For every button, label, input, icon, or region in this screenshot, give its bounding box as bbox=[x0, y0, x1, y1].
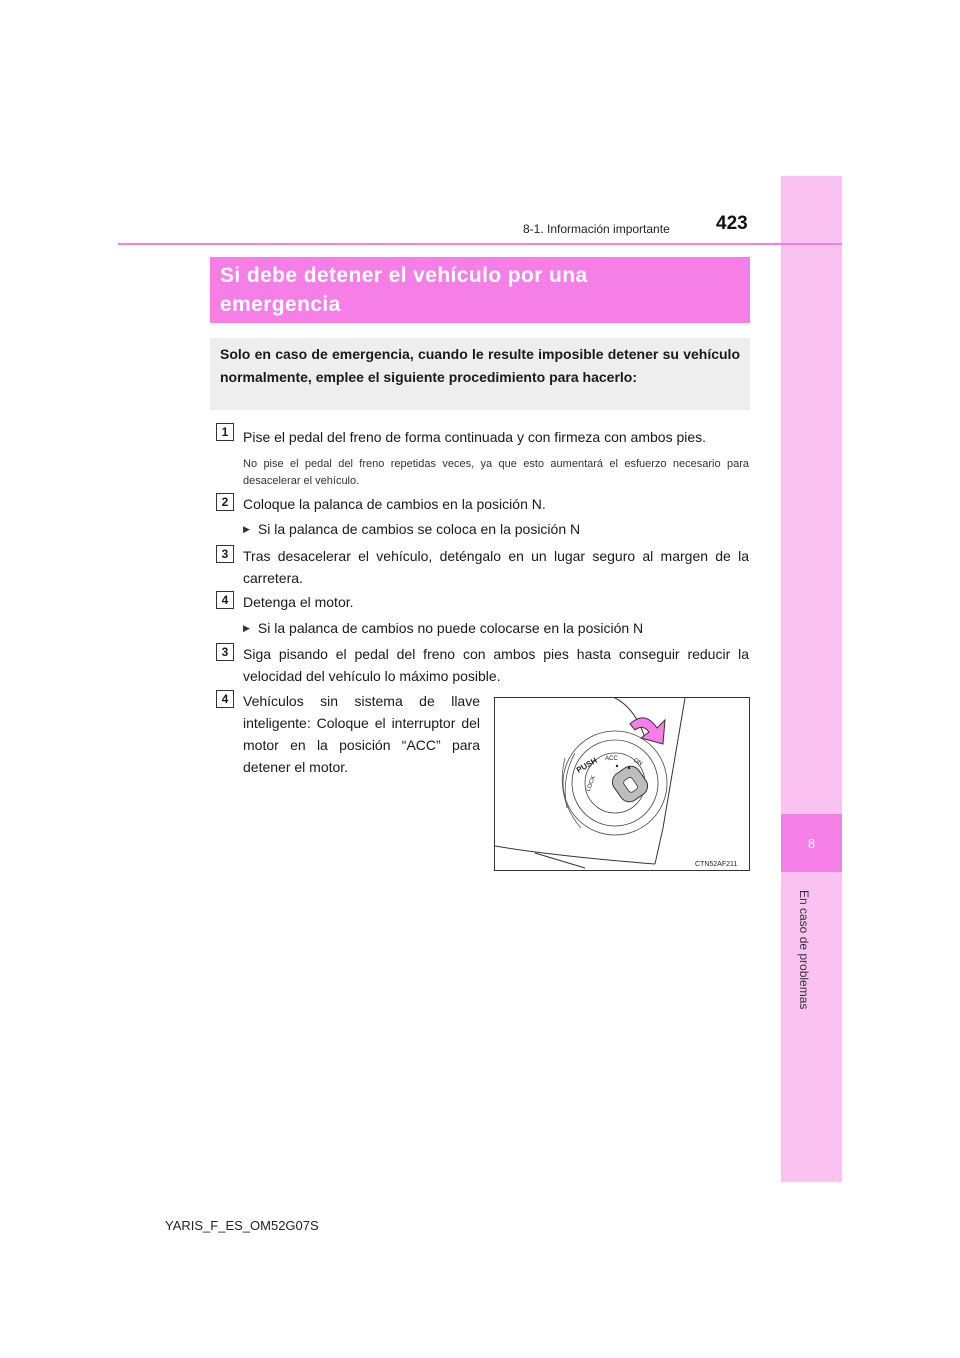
section-title-line1: Si debe detener el vehículo por una bbox=[220, 264, 588, 287]
triangle-right-icon: ▶ bbox=[243, 623, 250, 633]
triangle-right-icon: ▶ bbox=[243, 524, 250, 534]
condition-line-1 bbox=[243, 518, 580, 540]
step-text-1: Pise el pedal del freno de forma continuada y con firmeza con ambos pies. bbox=[243, 429, 707, 445]
step-badge-3: 3 bbox=[216, 545, 234, 563]
intro-box: Solo en caso de emergencia, cuando le resulte imposible detener su vehículo normalmente, emplee el siguiente procedimiento para hacerlo: bbox=[210, 338, 750, 410]
header-section: 8-1. Información importante bbox=[523, 222, 670, 236]
header-rule bbox=[118, 243, 842, 245]
step-badge-1: 1 bbox=[216, 423, 234, 441]
step-badge-2: 2 bbox=[216, 493, 234, 511]
section-title bbox=[210, 257, 750, 323]
side-tab-band bbox=[781, 176, 842, 1182]
step-badge-3-alt: 3 bbox=[216, 643, 234, 661]
rotate-arrow-icon bbox=[630, 718, 665, 744]
step-text-4-alt: Vehículos sin sistema de llave inteligente: Coloque el interruptor del motor en la posición “ACC” para detener el motor. bbox=[243, 693, 480, 775]
label-push: PUSH bbox=[574, 755, 599, 775]
side-tab-chapter-number: 8 bbox=[781, 814, 842, 872]
step-text-2: Coloque la palanca de cambios en la posición N. bbox=[243, 496, 546, 512]
condition-text-2: Si la palanca de cambios no puede colocarse en la posición N bbox=[257, 620, 644, 636]
side-tab-chapter-title: En caso de problemas bbox=[797, 890, 811, 1010]
condition-text-1: Si la palanca de cambios se coloca en la posición N bbox=[257, 521, 581, 537]
ignition-illustration bbox=[494, 697, 750, 871]
step-badge-4-alt: 4 bbox=[216, 690, 234, 708]
footer-doc-code: YARIS_F_ES_OM52G07S bbox=[165, 1218, 319, 1233]
section-title-line2: emergencia bbox=[220, 293, 341, 316]
label-on: ON bbox=[632, 757, 644, 768]
step-text-4: Detenga el motor. bbox=[243, 594, 354, 610]
figure-code: CTN52AF211 bbox=[695, 861, 738, 868]
step-text-3-alt: Siga pisando el pedal del freno con ambos pies hasta conseguir reducir la velocidad del vehículo lo máximo posible. bbox=[243, 646, 749, 684]
condition-line-2 bbox=[243, 617, 643, 639]
step-text-3: Tras desacelerar el vehículo, deténgalo en un lugar seguro al margen de la carretera. bbox=[243, 548, 749, 586]
step-badge-4: 4 bbox=[216, 591, 234, 609]
note-text: No pise el pedal del freno repetidas veces, ya que esto aumentará el esfuerzo necesario para desacelerar el vehículo. bbox=[243, 458, 749, 487]
page-number: 423 bbox=[716, 213, 748, 234]
ignition-switch-drawing bbox=[495, 698, 750, 871]
label-lock: LOCK bbox=[585, 775, 598, 793]
label-acc: ACC bbox=[605, 756, 618, 762]
